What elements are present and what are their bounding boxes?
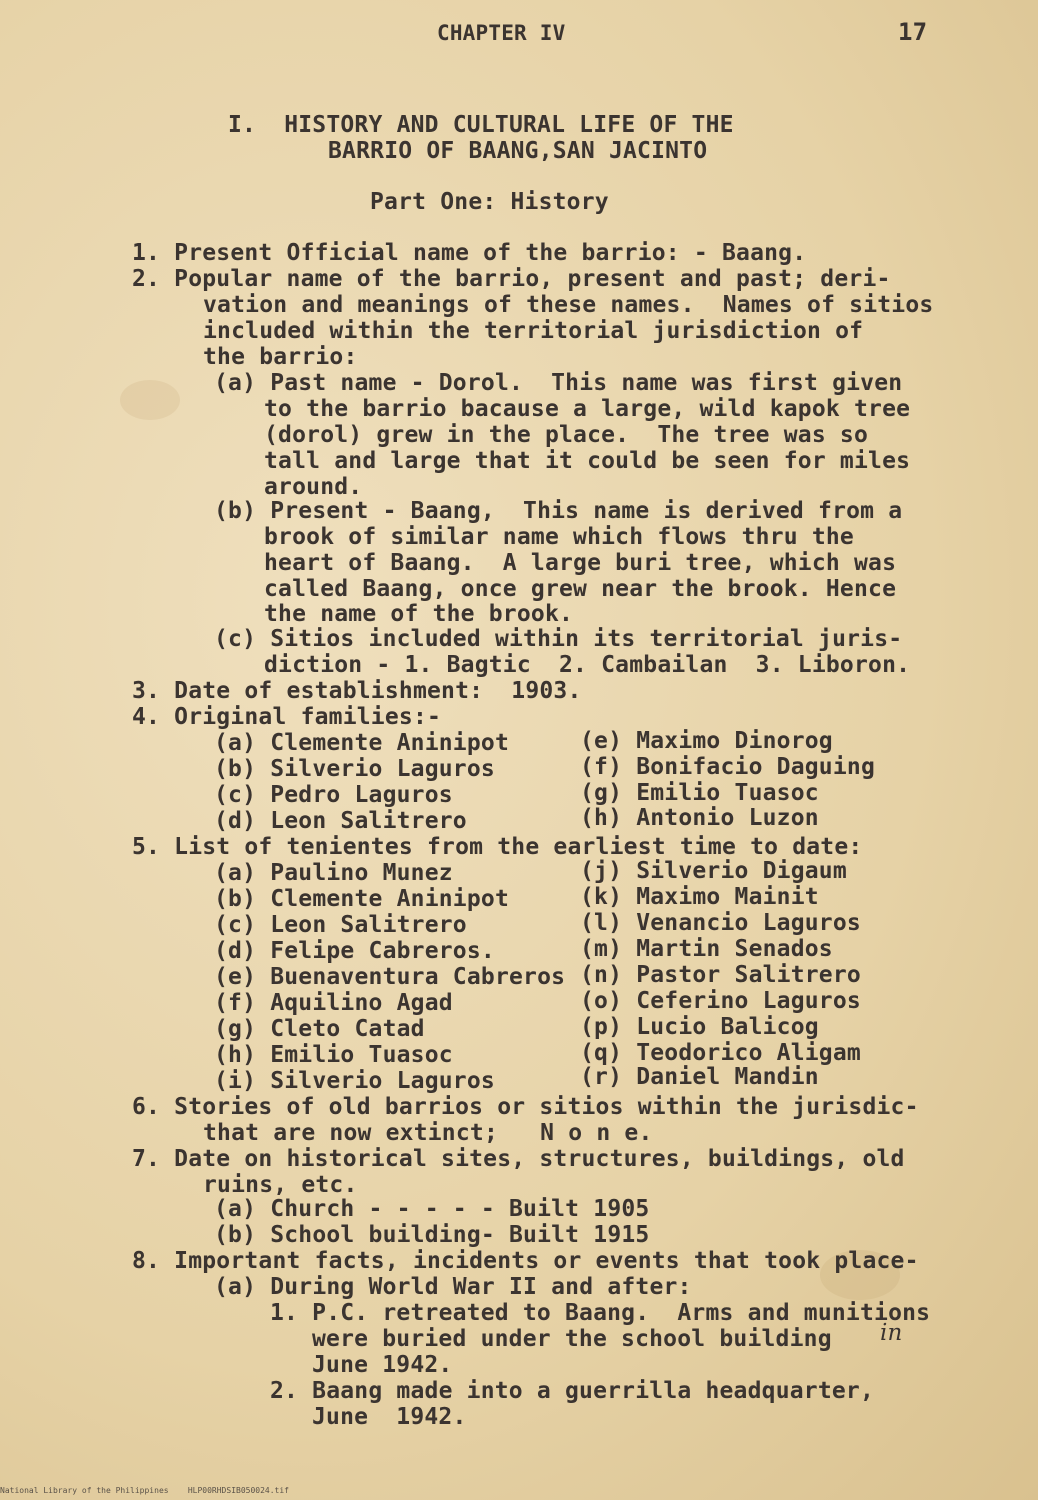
family-left: (c) Pedro Laguros	[214, 782, 453, 808]
family-right: (f) Bonifacio Daguing	[580, 754, 875, 780]
paper-stain	[120, 380, 180, 420]
family-right: (g) Emilio Tuasoc	[580, 780, 819, 806]
teniente-left: (c) Leon Salitrero	[214, 912, 467, 938]
item-3: 3. Date of establishment: 1903.	[132, 678, 582, 704]
family-right: (h) Antonio Luzon	[580, 805, 819, 831]
teniente-right: (r) Daniel Mandin	[580, 1064, 819, 1090]
family-left: (d) Leon Salitrero	[214, 808, 467, 834]
item-2a-cont: (dorol) grew in the place. The tree was so	[264, 422, 869, 448]
item-8a-1-cont: were buried under the school building	[312, 1326, 832, 1352]
item-6: 6. Stories of old barrios or sitios within the jurisdic-	[132, 1094, 919, 1120]
item-8a-2-cont: June 1942.	[312, 1404, 467, 1430]
item-8a: (a) During World War II and after:	[214, 1274, 692, 1300]
teniente-left: (i) Silverio Laguros	[214, 1068, 495, 1094]
item-2b-cont: brook of similar name which flows thru the	[264, 524, 854, 550]
teniente-right: (l) Venancio Laguros	[580, 910, 861, 936]
item-2b-cont: called Baang, once grew near the brook. Hence	[264, 576, 897, 602]
teniente-right: (o) Ceferino Laguros	[580, 988, 861, 1014]
teniente-left: (a) Paulino Munez	[214, 860, 453, 886]
item-2a-cont: to the barrio bacause a large, wild kapok tree	[264, 396, 911, 422]
item-8a-1: 1. P.C. retreated to Baang. Arms and munitions	[270, 1300, 931, 1326]
family-left: (b) Silverio Laguros	[214, 756, 495, 782]
teniente-right: (m) Martin Senados	[580, 936, 833, 962]
item-7-cont: ruins, etc.	[203, 1172, 358, 1198]
item-7b: (b) School building- Built 1915	[214, 1222, 650, 1248]
item-7: 7. Date on historical sites, structures, buildings, old	[132, 1146, 905, 1172]
teniente-left: (b) Clemente Aninipot	[214, 886, 509, 912]
item-7a: (a) Church - - - - - Built 1905	[214, 1196, 650, 1222]
teniente-right: (n) Pastor Salitrero	[580, 962, 861, 988]
item-2a: (a) Past name - Dorol. This name was first given	[214, 370, 903, 396]
item-2: 2. Popular name of the barrio, present and past; deri-	[132, 266, 891, 292]
item-1: 1. Present Official name of the barrio: - Baang.	[132, 240, 807, 266]
teniente-left: (d) Felipe Cabreros.	[214, 938, 495, 964]
item-2a-cont: around.	[264, 474, 363, 500]
item-4: 4. Original families:-	[132, 704, 442, 730]
item-8a-2: 2. Baang made into a guerrilla headquarter,	[270, 1378, 875, 1404]
item-8: 8. Important facts, incidents or events that took place-	[132, 1248, 919, 1274]
teniente-right: (k) Maximo Mainit	[580, 884, 819, 910]
title-line-2: BARRIO OF BAANG,SAN JACINTO	[328, 138, 708, 164]
teniente-right: (q) Teodorico Aligam	[580, 1040, 861, 1066]
item-2-cont: the barrio:	[203, 344, 358, 370]
chapter-heading: CHAPTER IV	[437, 21, 566, 45]
family-left: (a) Clemente Aninipot	[214, 730, 509, 756]
item-2c: (c) Sitios included within its territorial juris-	[214, 626, 903, 652]
teniente-right: (p) Lucio Balicog	[580, 1014, 819, 1040]
item-2a-cont: tall and large that it could be seen for miles	[264, 448, 911, 474]
scan-footer: National Library of the Philippines HLP00RHDSIB050024.tif	[0, 1486, 289, 1495]
item-2b-cont: the name of the brook.	[264, 601, 574, 627]
item-2b: (b) Present - Baang, This name is derived from a	[214, 498, 903, 524]
item-2-cont: vation and meanings of these names. Names of sitios	[203, 292, 934, 318]
part-heading: Part One: History	[370, 189, 609, 215]
item-2c-cont: diction - 1. Bagtic 2. Cambailan 3. Liboron.	[264, 652, 911, 678]
item-8a-1-cont: June 1942.	[312, 1352, 453, 1378]
title-line-1: I. HISTORY AND CULTURAL LIFE OF THE	[228, 112, 734, 138]
teniente-left: (f) Aquilino Agad	[214, 990, 453, 1016]
item-2-cont: included within the territorial jurisdiction of	[203, 318, 864, 344]
page-number: 17	[898, 18, 928, 46]
family-right: (e) Maximo Dinorog	[580, 728, 833, 754]
item-6-cont: that are now extinct; N o n e.	[203, 1120, 653, 1146]
teniente-left: (h) Emilio Tuasoc	[214, 1042, 453, 1068]
item-5: 5. List of tenientes from the earliest time to date:	[132, 834, 863, 860]
teniente-left: (e) Buenaventura Cabreros	[214, 964, 566, 990]
teniente-right: (j) Silverio Digaum	[580, 858, 847, 884]
teniente-left: (g) Cleto Catad	[214, 1016, 425, 1042]
handwritten-note: in	[880, 1320, 903, 1346]
item-2b-cont: heart of Baang. A large buri tree, which was	[264, 550, 897, 576]
